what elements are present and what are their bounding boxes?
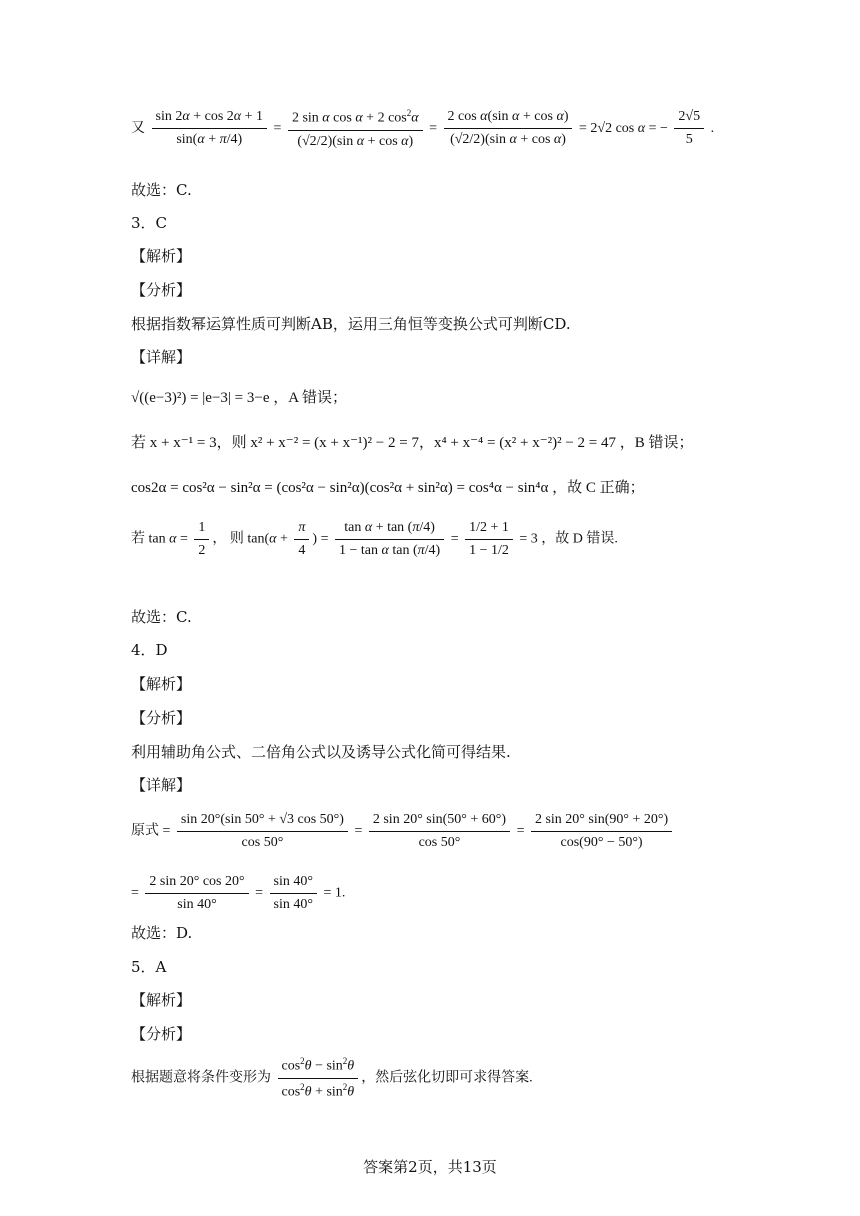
q4-line-2: = $\frac{2 \sin 20^\circ \cos 20^\circ}{\sin 40^\circ}$ = $\frac{\sin 40^\circ}{\sin 40^\circ}$ = 1. xyxy=(131,874,346,912)
page-footer: 答案第2页，共13页 xyxy=(363,1158,497,1176)
q3-line-c: cos2α = cos²α − sin²α = (cos²α − sin²α)(cos²α + sin²α) = cos⁴α − sin⁴α ，故 C 正确； xyxy=(131,480,645,496)
q3-jiexi: 【解析】 xyxy=(131,247,192,265)
q4-fenxi: 【分析】 xyxy=(131,709,192,727)
prev-answer: 故选：C. xyxy=(131,181,192,199)
q3-fenxi: 【分析】 xyxy=(131,281,192,299)
q3-number: 3．C xyxy=(131,214,168,232)
q3-line-a: √((e−3)²) = |e−3| = 3−e ，A 错误； xyxy=(131,390,347,406)
q3-analysis: 根据指数幂运算性质可判断AB，运用三角恒等变换公式可判断CD. xyxy=(131,315,571,333)
q4-number: 4．D xyxy=(131,641,168,659)
q3-line-d: 若 tan α = $\frac{1}{2}$ ， 则 tan(α + $\frac{\pi}{4}$ ) = $\frac{\text{tan α + tan (π/4)}}{\text{1 − tan α tan (π/4)}}$ = $\frac{1/2 + 1}{1 - 1/2}$ = 3 ，故 D 错误. xyxy=(131,520,618,558)
q3-line-b: 若 x + x⁻¹ = 3，则 x² + x⁻² = (x + x⁻¹)² − 2 = 7，x⁴ + x⁻⁴ = (x² + x⁻²)² − 2 = 47 ，B 错误； xyxy=(131,435,694,451)
q4-jiexi: 【解析】 xyxy=(131,675,192,693)
q5-fenxi: 【分析】 xyxy=(131,1025,192,1043)
q3-xiangjie: 【详解】 xyxy=(131,348,192,366)
q5-jiexi: 【解析】 xyxy=(131,991,192,1009)
q4-line-1: 原式 = $\frac{\sin 20^\circ(\sin 50^\circ + √3 \cos 50^\circ)}{\cos 50^\circ}$ = $\frac{2 \sin 20^\circ \sin(50^\circ + 60^\circ)}{\cos 50^\circ}$ = $\frac{2 \sin 20^\circ \sin(90^\circ + 20^\circ)}{\cos(90^\circ - 50^\circ)}$ xyxy=(131,812,675,851)
q4-answer: 故选：D. xyxy=(131,924,193,942)
q4-analysis: 利用辅助角公式、二倍角公式以及诱导公式化简可得结果. xyxy=(131,743,511,761)
q4-xiangjie: 【详解】 xyxy=(131,776,192,794)
prev-formula: 又 $\frac{\sin 2\alpha + \cos 2\alpha + 1}{\sin(\alpha + \pi/4)}$ = $\frac{2 \sin \alpha \cos \alpha + 2 \cos^2\alpha}{\text{(√2/2)(sin α + cos α)}}$ = $\frac{\text{2 cos α(sin α + cos α)}}{\text{(√2/2)(sin α + cos α)}}$ = 2√2 cos α = − $\frac{2√5}{5}$ . xyxy=(131,108,715,149)
q3-answer: 故选：C. xyxy=(131,608,192,626)
q5-analysis: 根据题意将条件变形为 $\frac{\cos^2\theta - \sin^2\theta}{\cos^2\theta + \sin^2\theta}$ ，然后弦化切即可求得答案. xyxy=(131,1056,533,1100)
q5-number: 5．A xyxy=(131,958,167,976)
